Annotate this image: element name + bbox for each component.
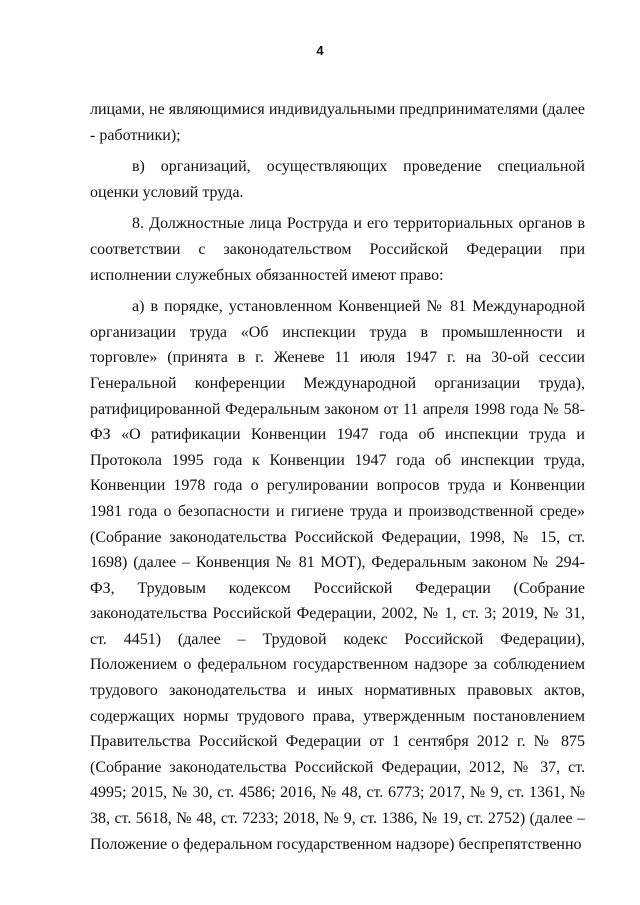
document-body bbox=[90, 97, 585, 857]
paragraph-item-a: а) в порядке, установленном Конвенцией № 81 Международной организации труда «Об инспекции труда в промышленности и торговле» (принята в г. Женеве 11 июля 1947 г. на 30-ой сессии Генеральной конференции Международной организации труда), ратифицированной Федеральным законом от 11 апреля 1998 года № 58-ФЗ «О ратификации Конвенции 1947 года об инспекции труда и Протокола 1995 года к Конвенции 1947 года об инспекции труда, Конвенции 1978 года о регулировании вопросов труда и Конвенции 1981 года о безопасности и гигиене труда и производственной среде» (Собрание законодательства Российской Федерации, 1998, № 15, ст. 1698) (далее – Конвенция № 81 МОТ), Федеральным законом № 294-ФЗ, Трудовым кодексом Российской Федерации (Собрание законодательства Российской Федерации, 2002, № 1, ст. 3; 2019, № 31, ст. 4451) (далее – Трудовой кодекс Российской Федерации), Положением о федеральном государственном надзоре за соблюдением трудового законодательства и иных нормативных правовых актов, содержащих нормы трудового права, утвержденным постановлением Правительства Российской Федерации от 1 сентября 2012 г. № 875 (Собрание законодательства Российской Федерации, 2012, № 37, ст. 4995; 2015, № 30, ст. 4586; 2016, № 48, ст. 6773; 2017, № 9, ст. 1361, № 38, ст. 5618, № 48, ст. 7233; 2018, № 9, ст. 1386, № 19, ст. 2752) (далее – Положение о федеральном государственном надзоре) беспрепятственно bbox=[90, 298, 585, 853]
page-number: 4 bbox=[316, 43, 324, 58]
paragraph-item-v: в) организаций, осуществляющих проведение специальной оценки условий труда. bbox=[90, 158, 585, 201]
paragraph-continuation: лицами, не являющимися индивидуальными предпринимателями (далее - работники); bbox=[90, 101, 585, 144]
paragraph-clause-8: 8. Должностные лица Роструда и его территориальных органов в соответствии с законодательством Российской Федерации при исполнении служебных обязанностей имеют право: bbox=[90, 215, 585, 284]
